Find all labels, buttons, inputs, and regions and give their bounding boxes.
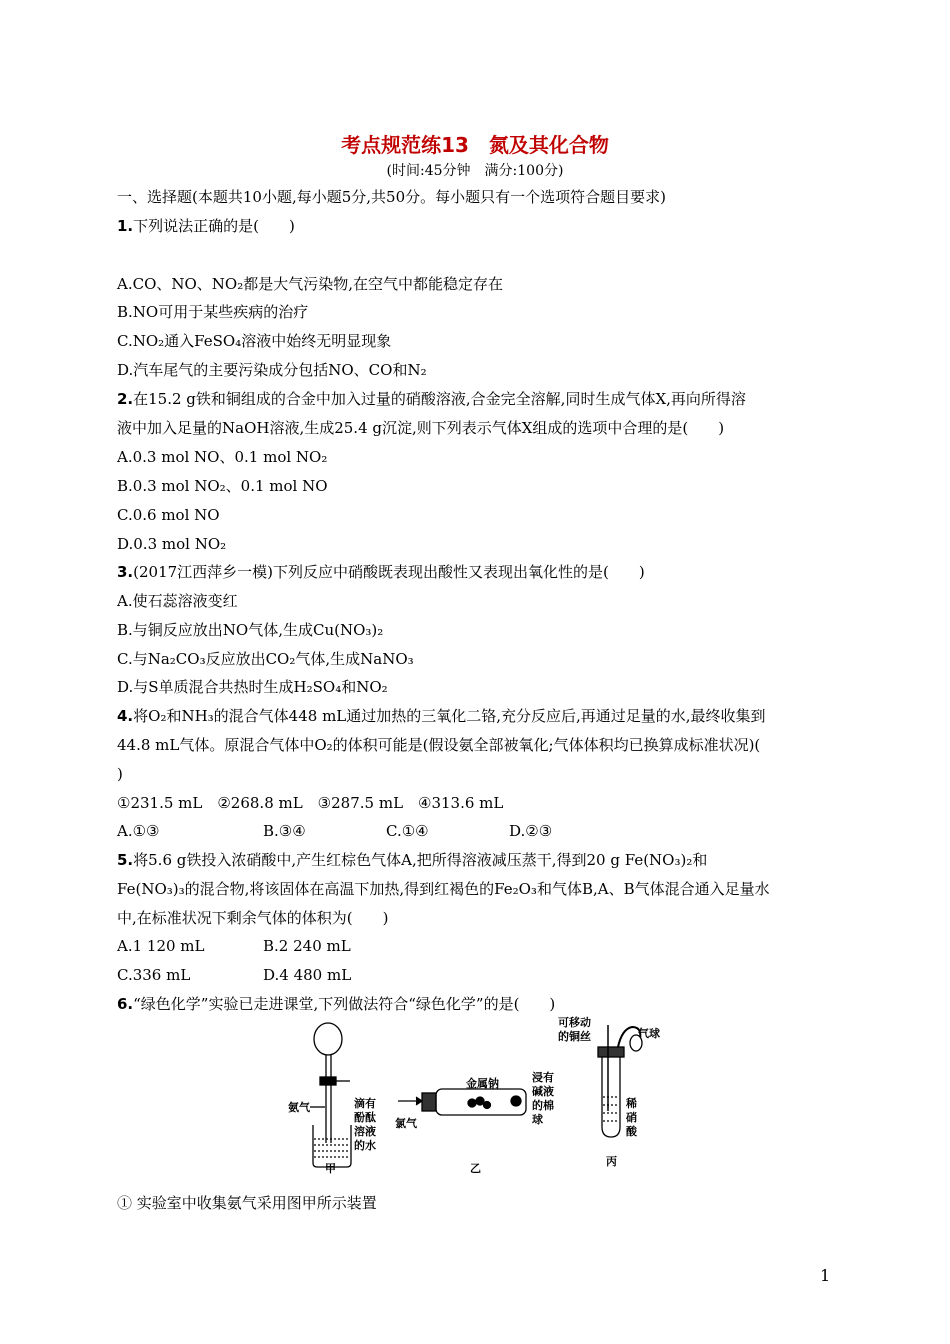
question-stem: (2017江西萍乡一模)下列反应中硝酸既表现出酸性又表现出氧化性的是( )	[133, 563, 645, 581]
q1-option-c: C.NO₂通入FeSO₄溶液中始终无明显现象	[117, 332, 392, 350]
jia-label-ammonia: 氨气	[288, 1101, 310, 1114]
bing-label-wire-2: 的铜丝	[558, 1030, 591, 1043]
bing-label-acid-1: 稀	[626, 1097, 637, 1110]
page-subtitle: (时间:45分钟 满分:100分)	[386, 163, 564, 179]
jia-label-water-4: 的水	[354, 1139, 376, 1152]
question-stem: 将5.6 g铁投入浓硝酸中,产生红棕色气体A,把所得溶液减压蒸干,得到20 g Fe(NO₃)₂和	[133, 851, 708, 869]
q1-option-d: D.汽车尾气的主要污染成分包括NO、CO和N₂	[117, 361, 427, 379]
apparatus-figure	[280, 1015, 680, 1175]
question-4	[117, 706, 766, 726]
q4-option-c: C.①④	[386, 822, 429, 840]
bing-caption: 丙	[606, 1155, 617, 1168]
question-5	[117, 850, 707, 870]
yi-label-sodium: 金属钠	[466, 1077, 499, 1090]
apparatus-jia	[310, 1023, 351, 1167]
q5-stem-line3: 中,在标准状况下剩余气体的体积为( )	[117, 909, 389, 927]
question-2	[117, 389, 746, 409]
q3-option-d: D.与S单质混合共热时生成H₂SO₄和NO₂	[117, 678, 388, 696]
q3-option-c: C.与Na₂CO₃反应放出CO₂气体,生成NaNO₃	[117, 650, 414, 668]
q4-option-b: B.③④	[263, 822, 306, 840]
question-stem: 在15.2 g铁和铜组成的合金中加入过量的硝酸溶液,合金完全溶解,同时生成气体X,再向所得溶	[133, 390, 746, 408]
yi-label-ball-1: 浸有	[532, 1071, 554, 1084]
bing-label-wire-1: 可移动	[558, 1016, 591, 1029]
yi-caption: 乙	[470, 1162, 481, 1175]
q2-option-c: C.0.6 mol NO	[117, 506, 220, 524]
q5-stem-line2: Fe(NO₃)₃的混合物,将该固体在高温下加热,得到红褐色的Fe₂O₃和气体B,A、B气体混合通入足量水	[117, 880, 770, 898]
q4-option-d: D.②③	[509, 822, 553, 840]
q4-choices: ①231.5 mL ②268.8 mL ③287.5 mL ④313.6 mL	[117, 794, 504, 812]
question-number: 4.	[117, 707, 134, 725]
question-number: 1.	[117, 217, 134, 235]
q2-option-d: D.0.3 mol NO₂	[117, 535, 227, 553]
yi-label-chlorine: 氯气	[395, 1117, 417, 1130]
question-number: 3.	[117, 563, 134, 581]
question-stem: 将O₂和NH₃的混合气体448 mL通过加热的三氧化二铬,充分反应后,再通过足量的水,最终收集到	[133, 707, 766, 725]
question-1	[117, 216, 295, 236]
question-number: 5.	[117, 851, 134, 869]
question-number: 6.	[117, 995, 134, 1013]
q5-option-a: A.1 120 mL	[117, 937, 205, 955]
q4-stem-line3: )	[117, 765, 123, 783]
q1-option-a: A.CO、NO、NO₂都是大气污染物,在空气中都能稳定存在	[117, 275, 504, 293]
question-6	[117, 994, 555, 1014]
bing-label-acid-2: 硝	[626, 1111, 637, 1124]
yi-label-ball-4: 球	[532, 1113, 543, 1126]
q5-option-b: B.2 240 mL	[263, 937, 351, 955]
q6-item-1: ① 实验室中收集氨气采用图甲所示装置	[117, 1194, 377, 1212]
yi-label-ball-3: 的棉	[532, 1099, 554, 1112]
jia-label-water-1: 滴有	[354, 1097, 376, 1110]
question-stem: 下列说法正确的是( )	[133, 217, 295, 235]
question-number: 2.	[117, 390, 134, 408]
yi-label-ball-2: 碱液	[532, 1085, 554, 1098]
q1-option-b: B.NO可用于某些疾病的治疗	[117, 303, 309, 321]
q4-stem-line2: 44.8 mL气体。原混合气体中O₂的体积可能是(假设氨全部被氧化;气体体积均已换算成标准状况)(	[117, 736, 761, 754]
q4-option-a: A.①③	[117, 822, 160, 840]
q2-stem-line2: 液中加入足量的NaOH溶液,生成25.4 g沉淀,则下列表示气体X组成的选项中合理的是( )	[117, 419, 725, 437]
jia-label-water-3: 溶液	[354, 1125, 376, 1138]
jia-label-water-2: 酚酞	[354, 1111, 376, 1124]
q5-option-c: C.336 mL	[117, 966, 191, 984]
page-number: 1	[820, 1266, 831, 1285]
q2-option-b: B.0.3 mol NO₂、0.1 mol NO	[117, 477, 328, 495]
bing-label-balloon: 气球	[638, 1027, 660, 1040]
section-heading: 一、选择题(本题共10小题,每小题5分,共50分。每小题只有一个选项符合题目要求)	[117, 188, 666, 206]
q5-option-d: D.4 480 mL	[263, 966, 352, 984]
apparatus-yi	[398, 1089, 526, 1115]
question-stem: “绿色化学”实验已走进课堂,下列做法符合“绿色化学”的是( )	[133, 995, 556, 1013]
question-3	[117, 562, 645, 582]
page-title: 考点规范练13 氮及其化合物	[341, 133, 609, 157]
jia-caption: 甲	[325, 1162, 336, 1175]
q2-option-a: A.0.3 mol NO、0.1 mol NO₂	[117, 448, 328, 466]
q3-option-a: A.使石蕊溶液变红	[117, 592, 238, 610]
bing-label-acid-3: 酸	[626, 1125, 637, 1138]
q3-option-b: B.与铜反应放出NO气体,生成Cu(NO₃)₂	[117, 621, 384, 639]
